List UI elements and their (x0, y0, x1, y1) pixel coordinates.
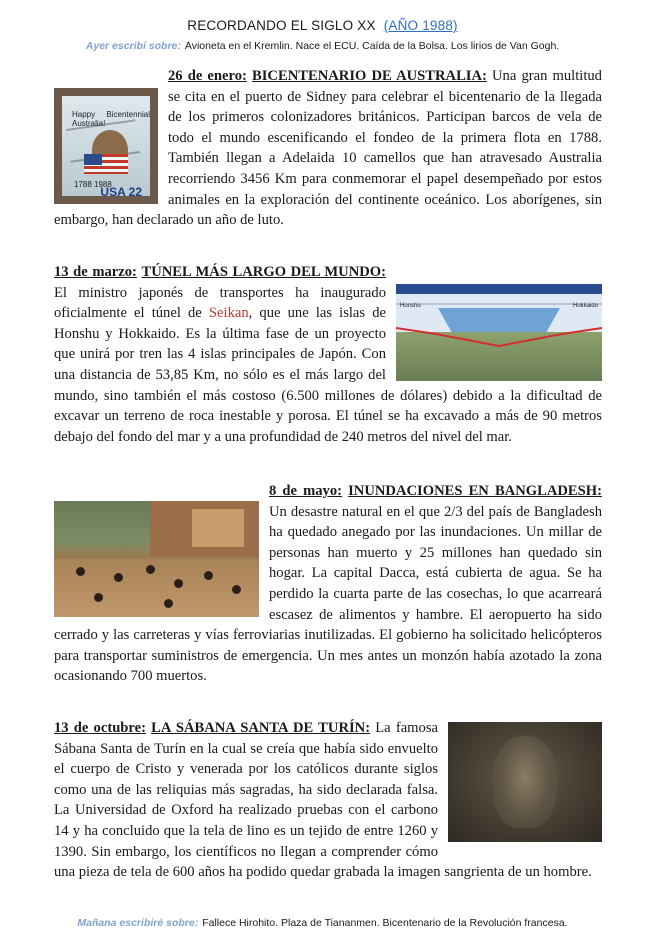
article-headline: BICENTENARIO DE AUSTRALIA: (252, 68, 487, 84)
stamp-value: USA 22 (100, 185, 142, 199)
article-headline: TÚNEL MÁS LARGO DEL MUNDO: (141, 264, 386, 280)
title-text: RECORDANDO EL SIGLO XX (187, 18, 376, 33)
article-date: 13 de octubre: (54, 720, 146, 736)
australia-stamp-image (54, 88, 158, 204)
seikan-highlight: Seikan (208, 305, 249, 322)
article-headline: INUNDACIONES EN BANGLADESH: (348, 483, 602, 499)
diagram-label-right: Hokkaido (572, 303, 598, 309)
stamp-text: Happy Bicentennial Australia! (72, 110, 150, 128)
tomorrow-line (0, 917, 645, 929)
article-body-after: , que une las islas de Honshu y Hokkaido. Es la última fase de un proyecto que unirá por tren las 4 islas principales de Japón. Con una distancia de 53,85 Km, no sólo es el más largo del mundo, sino también el más costoso (6.500 millones de dólares) debido a la dificultad de excavar un terreno de roca inestable y porosa. El túnel se ha excavado a más de 90 metros debajo del fondo del mar y a una profundidad de 240 metros del nivel del mar. (54, 305, 602, 445)
tomorrow-label: Mañana escribiré sobre: (77, 917, 199, 929)
yesterday-label: Ayer escribí sobre: (85, 40, 181, 52)
article-bangladesh-floods (54, 481, 602, 687)
diagram-label-left: Honshu (400, 303, 421, 309)
tomorrow-text: Fallece Hirohito. Plaza de Tiananmen. Bicentenario de la Revolución francesa. (202, 917, 568, 929)
article-body: La famosa Sábana Santa de Turín en la cual se creía que había sido envuelto el cuerpo de Cristo y venerada por los católicos durante siglos como una de las reliquias más sagradas, ha sido declarada falsa. La Universidad de Oxford ha realizado pruebas con el carbono 14 y ha concluido que la tela de lino es un tejido de entre 1260 y 1390. Sin embargo, los científicos no llegan a comprender cómo una pieza de tela de 600 años ha podido quedar grabada la imagen sangrienta de un hombre. (54, 720, 592, 881)
shroud-of-turin-photo (448, 722, 602, 842)
article-date: 26 de enero: (168, 68, 247, 84)
article-date: 8 de mayo: (269, 483, 343, 499)
article-body: Una gran multitud se cita en el puerto de Sidney para celebrar el bicentenario de la llegada de los primeros colonizadores británicos. Participan barcos de vela de todo el mundo escenificando el fondeo de la primera flota en 1788. También llegan a Adelaida 10 camellos que han atravesado Australia recorriendo 3456 Km para conmemorar el papel desempeñado por estos animales en la exploración del continente oceánico. Los aborígenes, sin embargo, han declarado un año de luto. (54, 68, 602, 229)
article-body-before: El ministro japonés de transportes ha inaugurado oficialmente el túnel de (54, 284, 386, 322)
year-link[interactable]: (AÑO 1988) (383, 18, 458, 33)
yesterday-text: Avioneta en el Kremlin. Nace el ECU. Caída de la Bolsa. Los lirios de Van Gogh. (184, 40, 560, 52)
seikan-tunnel-diagram (396, 284, 602, 381)
stamp-years: 1788 1988 (74, 180, 112, 189)
article-australia (54, 66, 602, 231)
bangladesh-flood-photo (54, 501, 259, 617)
article-body: Un desastre natural en el que 2/3 del país de Bangladesh ha quedado anegado por las inundaciones. Un millar de personas han muerto y 25 millones han quedado sin hogar. La capital Dacca, está cubierta de agua. Se ha perdido la cuarta parte de las cosechas, lo que acarreará escasez de alimentos y hambre. El aeropuerto ha sido cerrado y las carreteras y vías ferroviarias inutilizadas. El gobierno ha solicitado helicópteros para transportar suministros de emergencia. Un mes antes un monzón había azotado la zona ocasionando 700 muertos. (54, 503, 602, 685)
article-date: 13 de marzo: (54, 264, 137, 280)
article-seikan-tunnel (54, 262, 602, 447)
article-shroud-of-turin (54, 718, 602, 883)
page-title (0, 18, 645, 33)
yesterday-line (0, 40, 645, 52)
article-headline: LA SÁBANA SANTA DE TURÍN: (151, 720, 371, 736)
